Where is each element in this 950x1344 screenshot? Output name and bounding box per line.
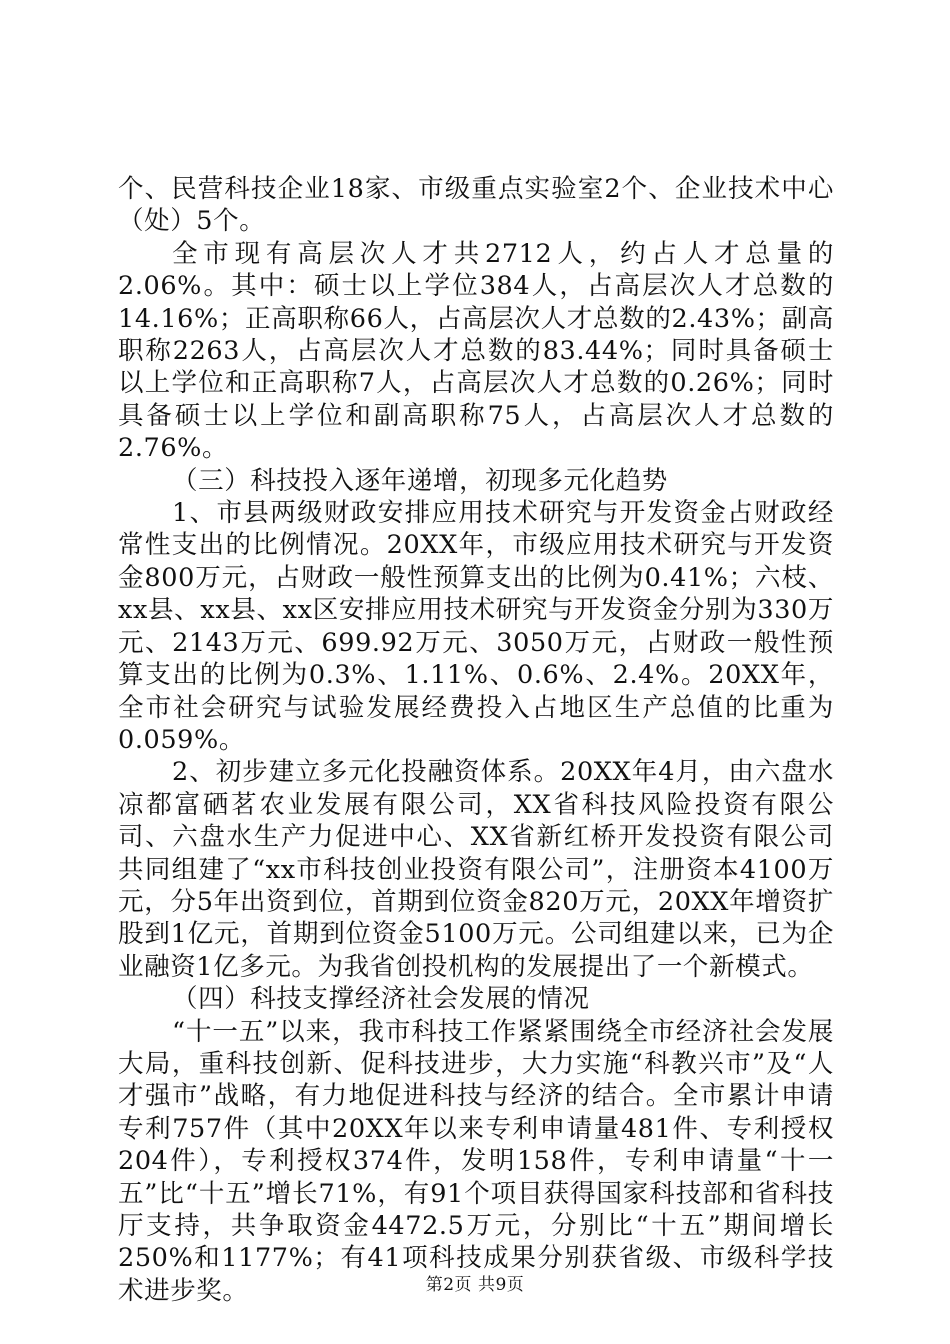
paragraph-continuation: 个、民营科技企业18家、市级重点实验室2个、企业技术中心（处）5个。	[118, 174, 834, 237]
document-body	[118, 173, 834, 1307]
section-heading-investment: （三）科技投入逐年递增，初现多元化趋势	[172, 465, 668, 496]
paragraph-financing: 2、初步建立多元化投融资体系。20XX年4月，由六盘水凉都富硒茗农业发展有限公司，XX省科技风险投资有限公司、六盘水生产力促进中心、XX省新红桥开发投资有限公司共同组建了“xx市科技创业投资有限公司”，注册资本4100万元，分5年出资到位，首期到位资金820万元，20XX年增资扩股到1亿元，首期到位资金5100万元。公司组建以来，已为企业融资1亿多元。为我省创投机构的发展提出了一个新模式。	[118, 757, 834, 982]
page-footer: 第2页 共9页	[425, 1275, 525, 1295]
paragraph-development: “十一五”以来，我市科技工作紧紧围绕全市经济社会发展大局，重科技创新、促科技进步，大力实施“科教兴市”及“人才强市”战略，有力地促进科技与经济的结合。全市累计申请专利757件（其中20XX年以来专利申请量481件、专利授权204件），专利授权374件，发明158件，专利申请量“十一五”比“十五”增长71%，有91个项目获得国家科技部和省科技厅支持，共争取资金4472.5万元，分别比“十五”期间增长250%和1177%；有41项科技成果分别获省级、市级科学技术进步奖。	[118, 1016, 834, 1306]
paragraph-funding: 1、市县两级财政安排应用技术研究与开发资金占财政经常性支出的比例情况。20XX年，市级应用技术研究与开发资金800万元，占财政一般性预算支出的比例为0.41%；六枝、xx县、xx县、xx区安排应用技术研究与开发资金分别为330万元、2143万元、699.92万元、3050万元，占财政一般性预算支出的比例为0.3%、1.11%、0.6%、2.4%。20XX年，全市社会研究与试验发展经费投入占地区生产总值的比重为0.059%。	[118, 498, 834, 755]
section-heading-support: （四）科技支撑经济社会发展的情况	[172, 984, 590, 1015]
paragraph-talent: 全市现有高层次人才共2712人，约占人才总量的2.06%。其中：硕士以上学位384人，占高层次人才总数的14.16%；正高职称66人，占高层次人才总数的2.43%；副高职称2263人，占高层次人才总数的83.44%；同时具备硕士以上学位和正高职称7人，占高层次人才总数的0.26%；同时具备硕士以上学位和副高职称75人，占高层次人才总数的2.76%。	[118, 238, 834, 464]
